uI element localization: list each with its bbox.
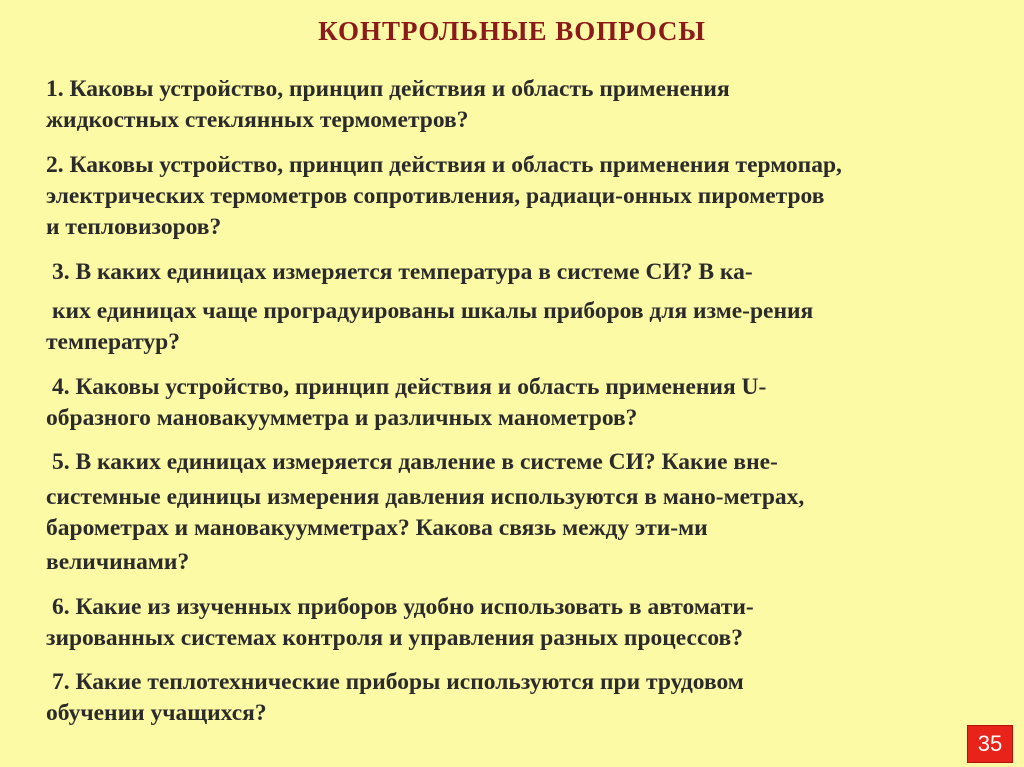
- question-2-line-2: электрических термометров сопротивления, радиаци-онных пирометров: [46, 183, 825, 209]
- question-1-line-2: жидкостных стеклянных термометров?: [46, 107, 469, 133]
- question-4-line-1: 4. Каковы устройство, принцип действия и область применения U-: [52, 374, 767, 400]
- question-7-line-2: обучении учащихся?: [46, 700, 267, 726]
- question-2-line-1: 2. Каковы устройство, принцип действия и область применения термопар,: [46, 152, 842, 178]
- question-1-line-1: 1. Каковы устройство, принцип действия и область применения: [46, 76, 730, 102]
- slide-title: КОНТРОЛЬНЫЕ ВОПРОСЫ: [318, 16, 706, 46]
- question-6-line-2: зированных системах контроля и управления разных процессов?: [46, 625, 743, 651]
- question-2-line-3: и тепловизоров?: [46, 214, 222, 240]
- question-7-line-1: 7. Какие теплотехнические приборы используются при трудовом: [52, 669, 744, 695]
- question-5-line-4: величинами?: [46, 549, 190, 575]
- question-6-line-1: 6. Какие из изученных приборов удобно использовать в автомати-: [52, 594, 754, 620]
- question-3-line-1: 3. В каких единицах измеряется температура в системе СИ? В ка-: [52, 259, 753, 285]
- slide-number-badge: 35: [967, 725, 1013, 763]
- question-5-line-1: 5. В каких единицах измеряется давление в системе СИ? Какие вне-: [52, 449, 778, 475]
- question-4-line-2: образного мановакуумметра и различных манометров?: [46, 405, 638, 431]
- question-5-line-2: системные единицы измерения давления используются в мано-метрах,: [46, 484, 805, 510]
- question-3-line-3: температур?: [46, 329, 180, 355]
- question-3-line-2: ких единицах чаще проградуированы шкалы приборов для изме-рения: [52, 298, 814, 324]
- question-5-line-3: барометрах и мановакуумметрах? Какова связь между эти-ми: [46, 515, 708, 541]
